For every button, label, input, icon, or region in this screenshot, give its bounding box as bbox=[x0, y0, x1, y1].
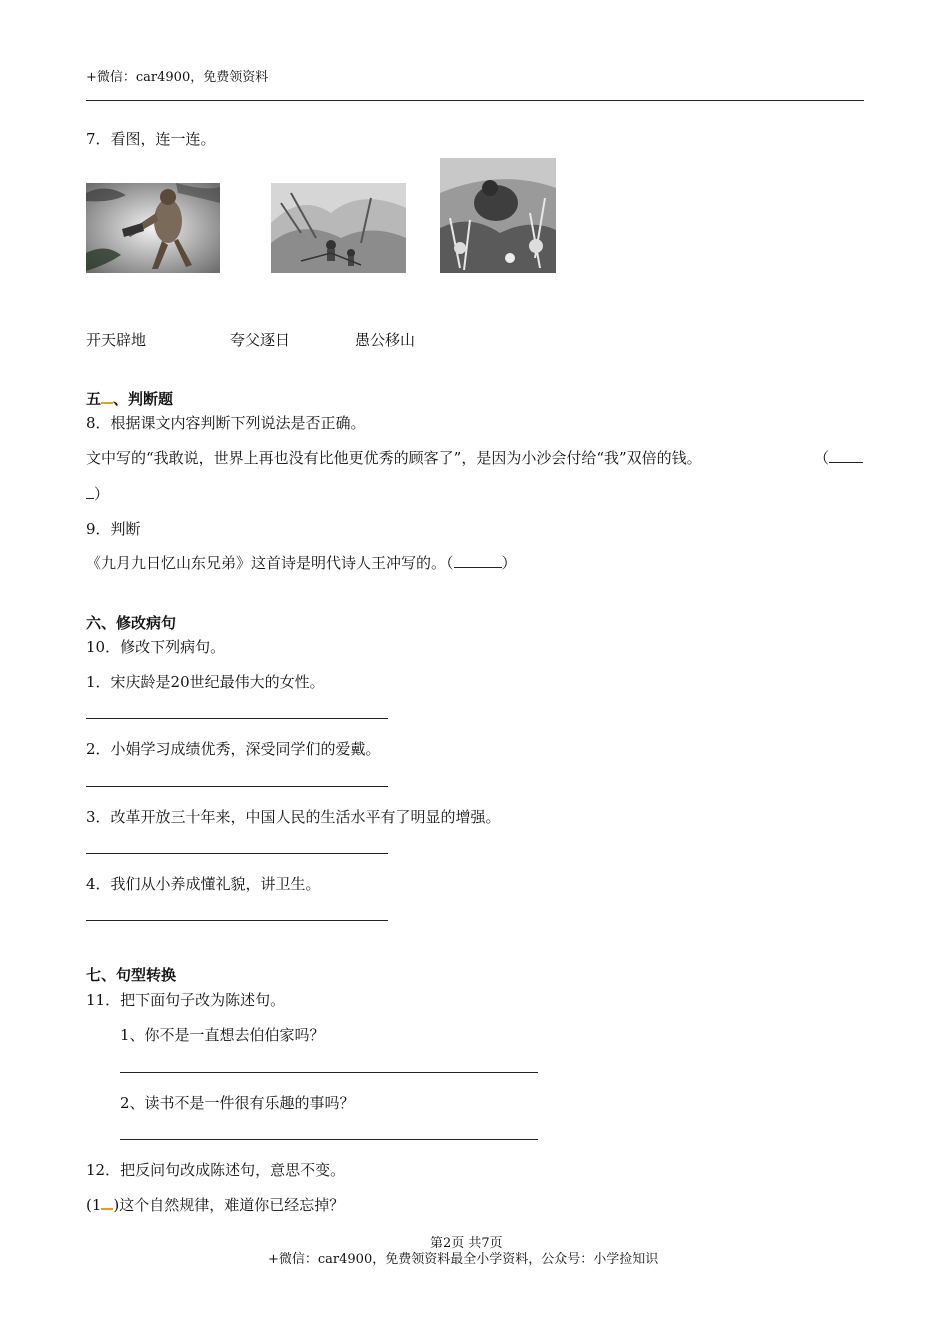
q10-answer-line-3[interactable] bbox=[86, 853, 388, 854]
q10-answer-line-1[interactable] bbox=[86, 718, 388, 719]
section-5-heading bbox=[86, 388, 173, 409]
section-5-suffix: 、判断题 bbox=[113, 390, 174, 408]
edit-mark bbox=[101, 398, 113, 404]
q10-item-4: 4．我们从小养成懂礼貌，讲卫生。 bbox=[86, 875, 321, 893]
q9-title: 9．判断 bbox=[86, 520, 141, 538]
q8-blank-continued[interactable] bbox=[86, 498, 94, 499]
q10-title: 10．修改下列病句。 bbox=[86, 638, 226, 656]
section-6-heading: 六、修改病句 bbox=[86, 614, 177, 632]
q9-blank[interactable] bbox=[454, 567, 502, 568]
q11-title: 11．把下面句子改为陈述句。 bbox=[86, 991, 286, 1009]
footer-promo-text: +微信：car4900，免费领资料最全小学资料，公众号：小学捡知识 bbox=[268, 1252, 659, 1267]
q8-answer[interactable] bbox=[814, 447, 863, 468]
section-7-heading: 七、句型转换 bbox=[86, 966, 177, 984]
q11-answer-line-1[interactable] bbox=[120, 1072, 538, 1073]
q9-paren-close: ） bbox=[501, 554, 517, 572]
header-divider bbox=[86, 100, 864, 101]
q10-item-1: 1．宋庆龄是20世纪最伟大的女性。 bbox=[86, 673, 325, 691]
q12-item-text: )这个自然规律，难道你已经忘掉？ bbox=[113, 1196, 345, 1214]
q12-item-number: (1 bbox=[86, 1196, 102, 1214]
q12-item-1 bbox=[86, 1194, 344, 1215]
q8-paren-close: ） bbox=[94, 485, 110, 503]
yugong-illustration bbox=[440, 158, 556, 273]
q10-answer-line-4[interactable] bbox=[86, 920, 388, 921]
q8-paren-open: （ bbox=[814, 449, 830, 467]
q11-answer-line-2[interactable] bbox=[120, 1139, 538, 1140]
q11-item-2: 2、读书不是一件很有乐趣的事吗？ bbox=[120, 1094, 355, 1112]
q10-answer-line-2[interactable] bbox=[86, 786, 388, 787]
q9-statement bbox=[86, 552, 517, 573]
edit-mark bbox=[101, 1204, 113, 1210]
q8-statement: 文中写的“我敢说，世界上再也没有比他更优秀的顾客了”，是因为小沙会付给“我”双倍的钱。 bbox=[86, 449, 702, 467]
q7-title: 7．看图，连一连。 bbox=[86, 130, 216, 148]
q10-item-3: 3．改革开放三十年来，中国人民的生活水平有了明显的增强。 bbox=[86, 808, 501, 826]
q8-answer-end bbox=[86, 483, 109, 504]
q11-item-1: 1、你不是一直想去伯伯家吗？ bbox=[120, 1026, 325, 1044]
page-number: 第2页 共7页 bbox=[430, 1236, 503, 1251]
label-kuafu: 夸父逐日 bbox=[230, 331, 291, 349]
pangu-illustration bbox=[86, 183, 220, 273]
kuafu-illustration bbox=[271, 183, 406, 273]
q10-item-2: 2．小娟学习成绩优秀，深受同学们的爱戴。 bbox=[86, 740, 381, 758]
header-promo-text: +微信：car4900，免费领资料 bbox=[86, 70, 269, 85]
label-yugong: 愚公移山 bbox=[355, 331, 416, 349]
q8-title: 8．根据课文内容判断下列说法是否正确。 bbox=[86, 414, 366, 432]
q8-blank[interactable] bbox=[829, 462, 863, 463]
q9-text: 《九月九日忆山东兄弟》这首诗是明代诗人王冲写的。（ bbox=[86, 554, 454, 572]
label-kaitian: 开天辟地 bbox=[86, 331, 147, 349]
section-5-prefix: 五 bbox=[86, 390, 102, 408]
q12-title: 12．把反问句改成陈述句，意思不变。 bbox=[86, 1161, 346, 1179]
